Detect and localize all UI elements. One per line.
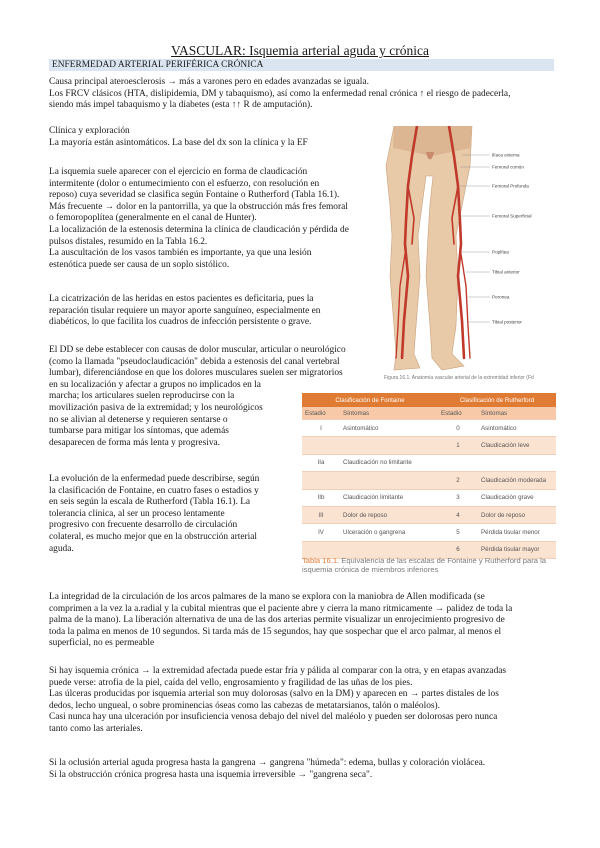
text-line: (como la llamada "pseudoclaudicación" debida a estenosis del canal vertebral	[49, 356, 340, 367]
text-line: dedos, lecho ungueal, o sobre prominencias óseas como las cabezas de metatarsianos, talón o maléolos).	[49, 700, 441, 711]
text-line: Más frecuente → dolor en la pantorrilla, ya que la obstrucción más fres femoral	[49, 201, 348, 212]
table-subheader: Estadio	[438, 407, 478, 420]
text-line: Casi nunca hay una ulceración por insuficiencia venosa debajo del nivel del maléolo y pueden ser dolorosas pero nunca	[49, 712, 498, 723]
table-row	[302, 437, 556, 454]
table-header-fontaine: Clasificación de Fontaine	[302, 393, 438, 407]
table-cell: Claudicación no limitante	[340, 454, 438, 471]
table-cell: Dolor de reposo	[340, 506, 438, 523]
table-subheader: Síntomas	[478, 407, 556, 420]
table-cell: IV	[302, 524, 340, 541]
table-row	[302, 472, 556, 489]
fig-label: Femoral común	[492, 164, 524, 170]
clinica-block	[49, 126, 369, 149]
table-cell: Claudicación grave	[478, 489, 556, 506]
table-body	[302, 420, 556, 559]
text-line: pulsos distales, resumido en la Tabla 16.2.	[49, 236, 208, 247]
fig-label: Femoral Profunda	[492, 183, 529, 189]
table-subheader: Estadio	[302, 407, 340, 420]
table-cell: IIa	[302, 454, 340, 471]
fig-label: Femoral Superficial	[492, 213, 532, 219]
table-cell: 3	[438, 489, 478, 506]
text-line: toda la palma en menos de 10 segundos. Si tarda más de 15 segundos, hay que sospechar que el arco palmar, al menos el	[49, 626, 502, 637]
table-row	[302, 524, 556, 541]
text-line: progresivo con frecuente desarrollo de circulación	[49, 520, 238, 531]
text-line: diabéticos, lo que facilita los cuadros de infección persistente o grave.	[49, 317, 312, 328]
intro-line: Causa principal ateroesclerosis → más a varones pero en edades avanzadas se iguala.	[49, 77, 369, 87]
text-line: desaparecen de forma más lenta y progresiva.	[49, 437, 221, 448]
table-row	[302, 454, 556, 471]
table-cell: 2	[438, 472, 478, 489]
fig-label: Poplítea	[492, 249, 509, 255]
text-line: tumbarse para mitigar los síntomas, que además	[49, 426, 229, 437]
table-cell: Claudicación moderada	[478, 472, 556, 489]
text-line: marcha; los articulares suelen reproducirse con la	[49, 391, 235, 402]
text-line: La evolución de la enfermedad puede describirse, según	[49, 474, 260, 484]
paragraph-cicatrizacion	[49, 294, 374, 329]
table-cell	[340, 472, 438, 489]
text-line: lumbar), diferenciándose en que los dolores musculares suelen ser migratorios	[49, 368, 343, 379]
text-line: Las úlceras producidas por isquemia arterial son muy dolorosas (salvo en la DM) y aparecen en → partes distales de los	[49, 689, 499, 700]
table-cell: III	[302, 506, 340, 523]
text-line: no se alivian al detenerse y requieren sentarse o	[49, 414, 228, 425]
fig-label: Tibial anterior	[492, 269, 520, 275]
table-cell: 1	[438, 437, 478, 454]
clinica-heading: Clínica y exploración	[49, 126, 130, 136]
table-row	[302, 420, 556, 437]
table-cell: 5	[438, 524, 478, 541]
paragraph-claudicacion	[49, 167, 374, 271]
text-line: o femoropoplítea (generalmente en el canal de Hunter).	[49, 213, 257, 224]
text-line: La integridad de la circulación de los arcos palmares de la mano se explora con la maniobra de Allen modificada (se	[49, 592, 485, 602]
text-line: La auscultación de los vasos también es importante, ya que una lesión	[49, 248, 312, 259]
intro-block	[49, 77, 554, 112]
table-subheader: Síntomas	[340, 407, 438, 420]
clinica-line: La mayoría están asintomáticos. La base del dx son la clínica y la EF	[49, 137, 308, 148]
table-cell	[302, 437, 340, 454]
figure-caption: Figura 16.1. Anatomía vascular arterial de la extremidad inferior (Fd	[384, 375, 534, 381]
page-title: VASCULAR: Isquemia arterial aguda y crónica	[170, 43, 430, 58]
text-line: la clasificación de Fontaine, en cuatro fases o estadios y	[49, 485, 259, 496]
text-line: La localización de la estenosis determina la clínica de claudicación y pérdida de	[49, 224, 349, 235]
table-row	[302, 506, 556, 523]
text-line: aguda.	[49, 543, 74, 554]
text-line: tanto como las arteriales.	[49, 723, 143, 734]
table-cell: Dolor de reposo	[478, 506, 556, 523]
text-line: colateral, es mucho mejor que en la obstrucción arterial	[49, 531, 257, 542]
text-line: La isquemia suele aparecer con el ejercicio en forma de claudicación	[49, 167, 308, 177]
table-cell: Claudicación limitante	[340, 489, 438, 506]
table-caption	[302, 556, 562, 574]
fig-label: Peronea	[492, 294, 510, 300]
text-line: movilización pasiva de la extremidad; y los neurológicos	[49, 402, 263, 413]
text-line: Si la oclusión arterial aguda progresa hasta la gangrena → gangrena "húmeda": edema, bullas y coloración violácea.	[49, 758, 486, 768]
text-line: Si hay isquemia crónica → la extremidad afectada puede estar fría y pálida al comparar con la otra, y en etapas avanzadas	[49, 666, 507, 676]
text-line: comprimen a la vez la a.radial y la cubital mientras que el paciente abre y cierra la mano rítmicamente → palidez de toda la	[49, 603, 513, 614]
table-row	[302, 489, 556, 506]
text-line: puede verse: atrofia de la piel, caída del vello, engrosamiento y fragilidad de las uñas de los pies.	[49, 677, 413, 688]
text-line: El DD se debe establecer con causas de dolor muscular, articular o neurológico	[49, 345, 346, 355]
table-cell: Asintomático	[478, 420, 556, 437]
text-line: en su localización y afectar a grupos no implicados en la	[49, 379, 261, 390]
section-header: ENFERMEDAD ARTERIAL PERIFÉRICA CRÓNICA	[49, 59, 554, 71]
paragraph-gangrena	[49, 758, 554, 781]
paragraph-isquemia-cronica	[49, 666, 559, 736]
intro-line: Los FRCV clásicos (HTA, dislipidemia, DM y tabaquismo), así como la enfermedad renal crónica ↑ el riesgo de padecerla,	[49, 88, 511, 99]
text-line: Si la obstrucción crónica progresa hasta una isquemia irreversible → "gangrena seca".	[49, 769, 373, 780]
text-line: reparación tisular requiere un mayor aporte sanguíneo, especialmente en	[49, 305, 321, 316]
table-cell: I	[302, 420, 340, 437]
table-cell	[478, 454, 556, 471]
fig-label: Tibial posterior	[492, 319, 522, 325]
table-cell: Pérdida tisular menor	[478, 524, 556, 541]
classification-table	[302, 393, 556, 559]
table-caption-text: Equivalencia de las escalas de Fontaine y Rutherford para la isquemia crónica de miembros inferiores	[302, 556, 546, 574]
table-cell: Asintomático	[340, 420, 438, 437]
table-cell: Pérdida tisular mayor	[478, 541, 556, 558]
table-cell	[302, 472, 340, 489]
table-cell: Ulceración o gangrena	[340, 524, 438, 541]
text-line: superficial, no es permeable	[49, 638, 155, 649]
table-cell: IIb	[302, 489, 340, 506]
text-line: tolerancia clínica, al ser un proceso lentamente	[49, 508, 225, 519]
leg-arteries-illustration	[372, 126, 550, 374]
paragraph-allen	[49, 592, 554, 650]
table-cell: Claudicación leve	[478, 437, 556, 454]
table-cell: 4	[438, 506, 478, 523]
table-caption-label: Tabla 16.1.	[302, 556, 340, 565]
table-cell: 0	[438, 420, 478, 437]
text-line: intermitente (dolor o entumecimiento con el esfuerzo, con resolución en	[49, 178, 320, 189]
text-line: estenótica puede ser causa de un soplo sistólico.	[49, 259, 230, 270]
table-cell: 6	[438, 541, 478, 558]
text-line: palma de la mano). La liberación alternativa de una de las dos arterias permite visualizar un enrojecimiento progresivo de	[49, 615, 505, 626]
text-line: reposo) cuya severidad se clasifica según Fontaine o Rutherford (Tabla 16.1).	[49, 190, 340, 201]
figure-labels	[492, 153, 532, 325]
text-line: en seis según la escala de Rutherford (Tabla 16.1). La	[49, 497, 251, 508]
paragraph-evolucion	[49, 474, 294, 555]
fig-label: Ilíaca externa	[492, 152, 520, 158]
text-line: La cicatrización de las heridas en estos pacientes es deficitaria, pues la	[49, 294, 314, 304]
table-cell	[438, 454, 478, 471]
table-header-rutherford: Clasificación de Rutherford	[438, 393, 556, 407]
legs-drawing	[386, 126, 472, 370]
table-cell	[340, 437, 438, 454]
intro-line: siendo más impel tabaquismo y la diabetes (esta ↑↑ R de amputación).	[49, 100, 313, 111]
